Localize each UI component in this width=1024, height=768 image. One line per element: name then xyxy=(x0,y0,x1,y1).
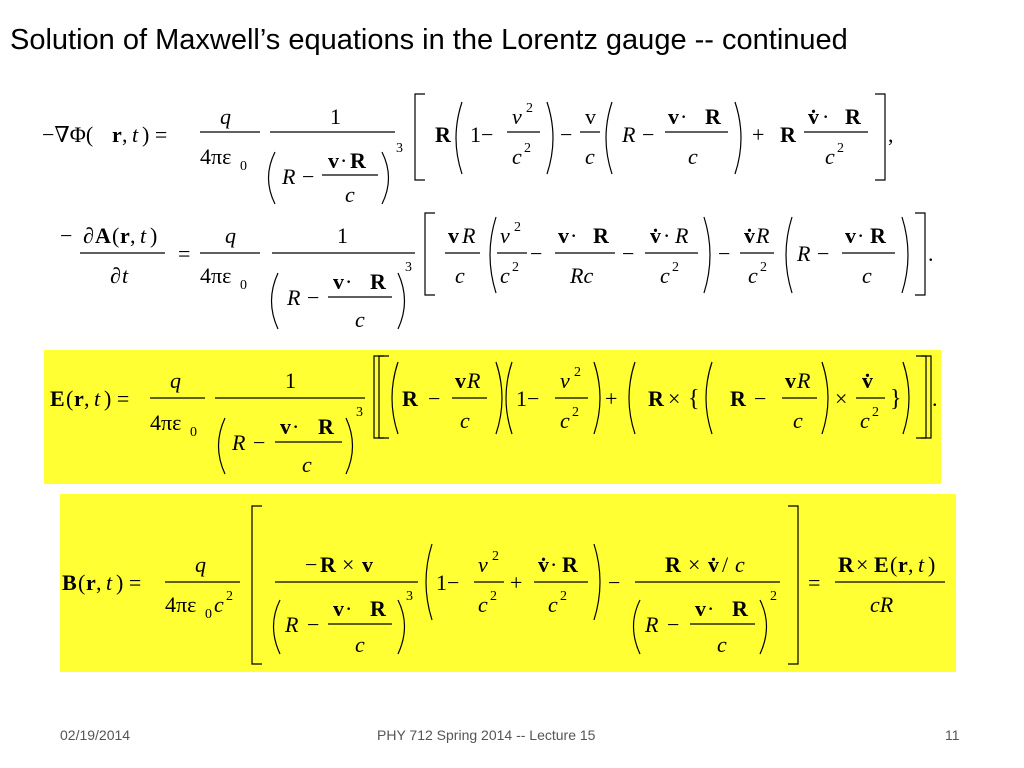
svg-text:R: R xyxy=(435,122,451,147)
svg-text:4πε: 4πε xyxy=(200,263,232,288)
svg-text:r: r xyxy=(120,223,130,248)
svg-text:×: × xyxy=(856,552,869,577)
footer-course: PHY 712 Spring 2014 -- Lecture 15 xyxy=(377,727,596,743)
svg-text:t: t xyxy=(106,570,113,595)
svg-text:(: ( xyxy=(890,552,898,577)
svg-text:4πε: 4πε xyxy=(165,592,197,617)
svg-text:v: v xyxy=(560,368,570,393)
svg-text:R: R xyxy=(732,596,748,621)
svg-text:R: R xyxy=(705,104,721,129)
svg-text:0: 0 xyxy=(205,607,212,622)
svg-text:c: c xyxy=(478,592,488,617)
svg-text:v: v xyxy=(362,552,373,577)
svg-text:1−: 1− xyxy=(470,122,494,147)
svg-text:): ) xyxy=(150,223,158,248)
svg-text:·: · xyxy=(822,104,830,129)
svg-text:r: r xyxy=(74,386,84,411)
svg-text:0: 0 xyxy=(240,159,247,174)
svg-text:c: c xyxy=(825,144,835,169)
svg-text:−: − xyxy=(305,552,318,577)
svg-text:2: 2 xyxy=(526,101,533,116)
svg-text:t: t xyxy=(132,122,139,147)
svg-text:R: R xyxy=(838,552,854,577)
svg-text:2: 2 xyxy=(872,405,879,420)
svg-text:r: r xyxy=(898,552,908,577)
svg-text:Rc: Rc xyxy=(570,263,594,288)
svg-text:R: R xyxy=(797,368,811,393)
svg-text:·: · xyxy=(292,414,300,439)
svg-text:+: + xyxy=(752,122,765,147)
svg-text:1: 1 xyxy=(285,368,296,393)
svg-text:) =: ) = xyxy=(142,122,168,147)
svg-text:2: 2 xyxy=(574,365,581,380)
svg-text:R: R xyxy=(780,122,796,147)
svg-text:3: 3 xyxy=(356,405,363,420)
svg-text:R: R xyxy=(870,223,886,248)
svg-text:R: R xyxy=(648,386,664,411)
svg-text:(: ( xyxy=(112,223,120,248)
svg-text:v̇: v̇ xyxy=(538,552,549,577)
svg-text:+: + xyxy=(510,570,523,595)
svg-text:R: R xyxy=(593,223,609,248)
svg-text:−: − xyxy=(60,223,73,248)
svg-text:R: R xyxy=(730,386,746,411)
svg-text:R: R xyxy=(318,414,334,439)
svg-text:1−: 1− xyxy=(516,386,540,411)
svg-text:E: E xyxy=(50,386,65,411)
svg-text:−: − xyxy=(718,241,731,266)
svg-text:v: v xyxy=(845,223,856,248)
svg-text:2: 2 xyxy=(770,589,777,604)
svg-text:q: q xyxy=(225,223,236,248)
svg-text:·: · xyxy=(857,223,865,248)
svg-text:4πε: 4πε xyxy=(200,144,232,169)
svg-text:A: A xyxy=(95,223,111,248)
svg-text:t: t xyxy=(918,552,925,577)
svg-text:c: c xyxy=(735,552,745,577)
svg-text:1: 1 xyxy=(337,223,348,248)
svg-text:·: · xyxy=(663,223,671,248)
svg-text:v: v xyxy=(512,104,522,129)
svg-text:R: R xyxy=(320,552,336,577)
svg-text:c: c xyxy=(455,263,465,288)
svg-text:v̇: v̇ xyxy=(744,223,755,248)
svg-text:R: R xyxy=(622,122,636,147)
svg-text:v̇: v̇ xyxy=(708,552,719,577)
svg-text:4πε: 4πε xyxy=(150,410,182,435)
svg-text:c: c xyxy=(860,408,870,433)
svg-text:·: · xyxy=(345,269,353,294)
svg-text:) =: ) = xyxy=(104,386,130,411)
svg-text:{: { xyxy=(688,386,700,412)
svg-text:R: R xyxy=(462,223,476,248)
svg-text:R: R xyxy=(665,552,681,577)
svg-text:v: v xyxy=(333,596,344,621)
svg-text:R: R xyxy=(370,596,386,621)
svg-text:q: q xyxy=(195,552,206,577)
svg-text:·: · xyxy=(340,148,348,173)
svg-text:R: R xyxy=(562,552,578,577)
svg-text:c: c xyxy=(862,263,872,288)
svg-text:R: R xyxy=(845,104,861,129)
svg-text:c: c xyxy=(560,408,570,433)
svg-text:t: t xyxy=(122,263,129,288)
svg-text:1: 1 xyxy=(330,104,341,129)
svg-text:2: 2 xyxy=(572,405,579,420)
svg-text:R: R xyxy=(797,241,811,266)
footer-date: 02/19/2014 xyxy=(60,727,131,743)
svg-text:E: E xyxy=(874,552,889,577)
svg-text:v: v xyxy=(455,368,466,393)
svg-text:c: c xyxy=(688,144,698,169)
svg-text:1−: 1− xyxy=(436,570,460,595)
svg-text:.: . xyxy=(932,386,938,411)
svg-text:c: c xyxy=(214,592,224,617)
svg-text:c: c xyxy=(585,144,595,169)
svg-text:·: · xyxy=(345,596,353,621)
svg-text:v: v xyxy=(695,596,706,621)
svg-text:−: − xyxy=(530,241,543,266)
equation-B-field xyxy=(0,500,1024,675)
svg-text:v: v xyxy=(448,223,459,248)
svg-text:q: q xyxy=(220,104,231,129)
svg-text:−: − xyxy=(307,285,320,310)
svg-text:c: c xyxy=(302,452,312,477)
svg-text:c: c xyxy=(660,263,670,288)
svg-text:2: 2 xyxy=(512,260,519,275)
svg-text:2: 2 xyxy=(560,589,567,604)
svg-text:R: R xyxy=(287,285,301,310)
svg-text:−: − xyxy=(560,122,573,147)
svg-text:v: v xyxy=(558,223,569,248)
svg-text:v: v xyxy=(280,414,291,439)
svg-text:v: v xyxy=(785,368,796,393)
svg-text:×: × xyxy=(688,552,701,577)
svg-text:0: 0 xyxy=(190,425,197,440)
svg-text:) =: ) = xyxy=(116,570,142,595)
svg-text:t: t xyxy=(94,386,101,411)
svg-text:R: R xyxy=(282,164,296,189)
svg-text:2: 2 xyxy=(760,260,767,275)
svg-text:v: v xyxy=(668,104,679,129)
svg-text:3: 3 xyxy=(405,260,412,275)
svg-text:c: c xyxy=(355,307,365,332)
svg-text:r: r xyxy=(86,570,96,595)
svg-text:2: 2 xyxy=(514,220,521,235)
svg-text:c: c xyxy=(460,408,470,433)
svg-text:R: R xyxy=(350,148,366,173)
svg-text:·: · xyxy=(550,552,558,577)
svg-text:−: − xyxy=(428,386,441,411)
svg-text:v: v xyxy=(585,104,596,129)
svg-text:v: v xyxy=(478,552,488,577)
svg-text:2: 2 xyxy=(226,589,233,604)
svg-text:∂: ∂ xyxy=(110,263,121,288)
svg-text:R: R xyxy=(675,223,689,248)
svg-text:v̇: v̇ xyxy=(862,368,873,393)
svg-text:2: 2 xyxy=(672,260,679,275)
svg-text:−: − xyxy=(302,164,315,189)
svg-text:c: c xyxy=(512,144,522,169)
svg-text:/: / xyxy=(722,552,729,577)
equation-dA-dt xyxy=(0,205,1024,345)
svg-text:(: ( xyxy=(78,570,86,595)
svg-text:,: , xyxy=(122,122,128,147)
svg-text:2: 2 xyxy=(837,141,844,156)
svg-text:r: r xyxy=(112,122,122,147)
svg-text:−: − xyxy=(754,386,767,411)
svg-text:q: q xyxy=(170,368,181,393)
svg-text:,: , xyxy=(888,122,894,147)
svg-text:v: v xyxy=(500,223,510,248)
svg-text:c: c xyxy=(748,263,758,288)
svg-text:2: 2 xyxy=(492,549,499,564)
svg-text:c: c xyxy=(345,182,355,207)
svg-text:}: } xyxy=(890,386,902,412)
svg-text:R: R xyxy=(645,612,659,637)
svg-text:): ) xyxy=(928,552,936,577)
svg-text:−: − xyxy=(307,612,320,637)
svg-text:∂: ∂ xyxy=(83,223,94,248)
svg-text:c: c xyxy=(717,632,727,657)
svg-text:−: − xyxy=(667,612,680,637)
svg-text:·: · xyxy=(707,596,715,621)
svg-text:+: + xyxy=(605,386,618,411)
svg-text:−: − xyxy=(608,570,621,595)
svg-text:R: R xyxy=(756,223,770,248)
svg-text:2: 2 xyxy=(524,141,531,156)
svg-text:×: × xyxy=(668,386,681,411)
svg-text:t: t xyxy=(140,223,147,248)
svg-text:2: 2 xyxy=(490,589,497,604)
footer-page-number: 11 xyxy=(945,727,960,743)
svg-text:=: = xyxy=(178,241,191,266)
svg-text:c: c xyxy=(793,408,803,433)
svg-text:,: , xyxy=(84,386,90,411)
slide-title: Solution of Maxwell’s equations in the Lorentz gauge -- continued xyxy=(10,24,848,56)
svg-text:B: B xyxy=(62,570,77,595)
equation-E-field xyxy=(0,350,1024,490)
svg-text:(: ( xyxy=(66,386,74,411)
svg-text:−: − xyxy=(817,241,830,266)
svg-text:−: − xyxy=(622,241,635,266)
svg-text:·: · xyxy=(680,104,688,129)
svg-text:,: , xyxy=(130,223,136,248)
svg-text:c: c xyxy=(548,592,558,617)
svg-text:v̇: v̇ xyxy=(808,104,819,129)
svg-text:cR: cR xyxy=(870,592,894,617)
svg-text:−: − xyxy=(642,122,655,147)
svg-text:R: R xyxy=(285,612,299,637)
svg-text:c: c xyxy=(355,632,365,657)
svg-text:−: − xyxy=(253,430,266,455)
svg-text:R: R xyxy=(402,386,418,411)
svg-text:c: c xyxy=(500,263,510,288)
svg-text:=: = xyxy=(808,570,821,595)
svg-text:v: v xyxy=(333,269,344,294)
svg-text:−∇Φ(: −∇Φ( xyxy=(42,122,94,147)
equation-grad-phi xyxy=(0,80,1024,220)
svg-text:.: . xyxy=(928,241,934,266)
svg-text:3: 3 xyxy=(406,589,413,604)
svg-text:R: R xyxy=(232,430,246,455)
svg-text:×: × xyxy=(835,386,848,411)
svg-text:,: , xyxy=(908,552,914,577)
svg-text:·: · xyxy=(570,223,578,248)
svg-text:×: × xyxy=(342,552,355,577)
svg-text:0: 0 xyxy=(240,278,247,293)
svg-text:,: , xyxy=(96,570,102,595)
svg-text:R: R xyxy=(467,368,481,393)
svg-text:v: v xyxy=(328,148,339,173)
svg-text:v̇: v̇ xyxy=(650,223,661,248)
svg-text:R: R xyxy=(370,269,386,294)
svg-text:3: 3 xyxy=(396,141,403,156)
